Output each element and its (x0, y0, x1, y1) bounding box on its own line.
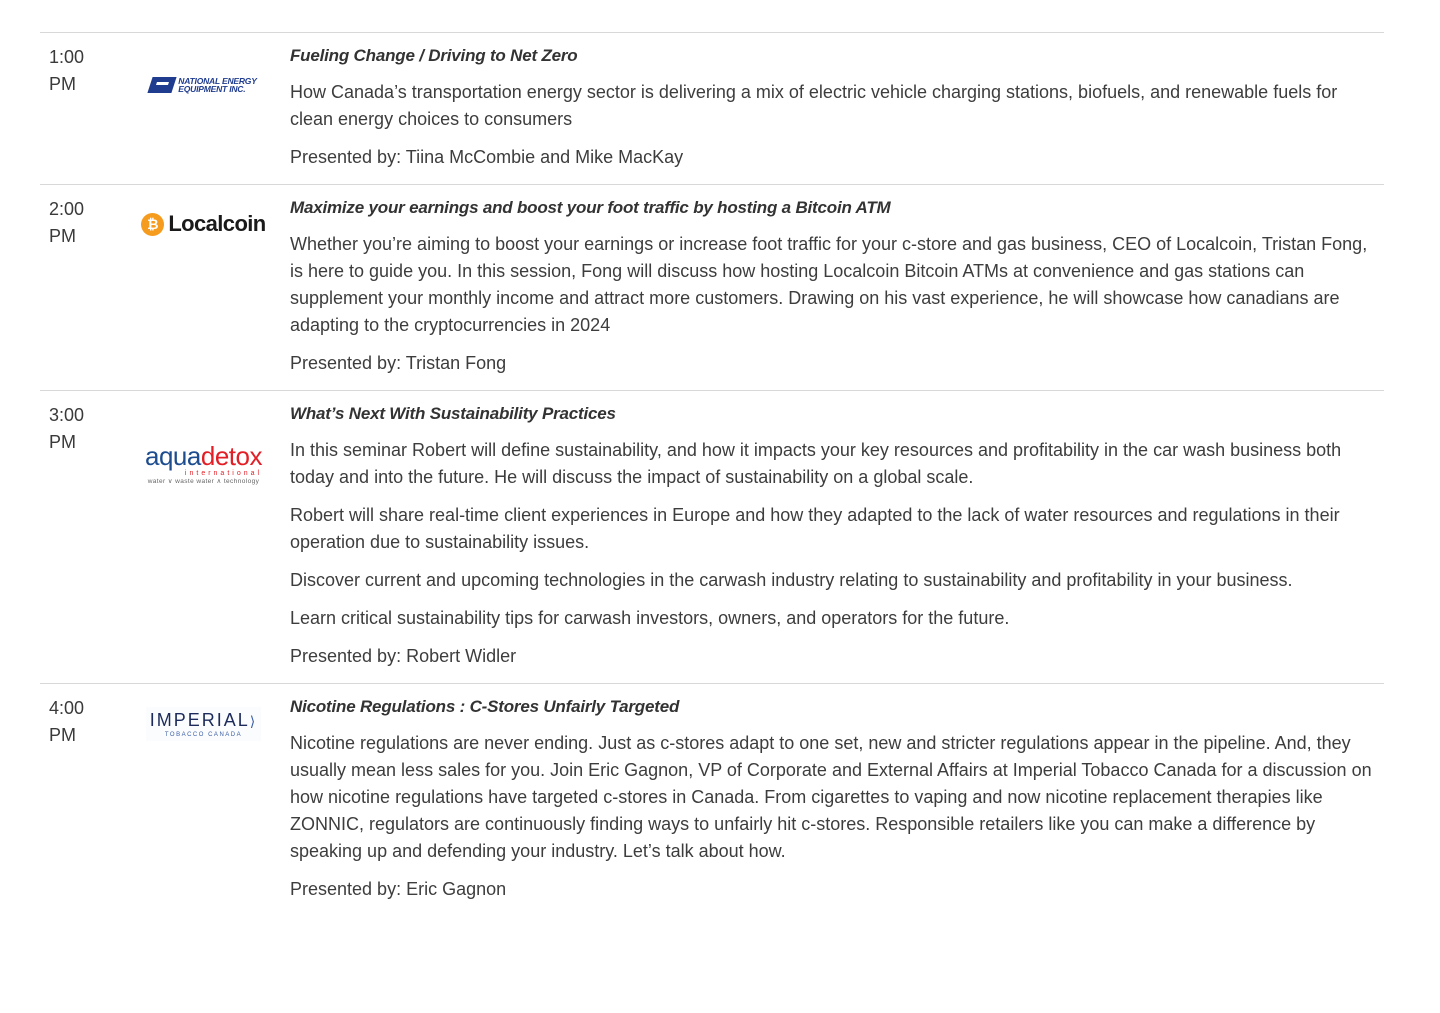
national-energy-equipment-logo (150, 77, 256, 93)
imperial-swoosh-icon: ⟩ (249, 713, 258, 729)
session-row (40, 684, 1384, 916)
session-time-hour: 4:00 (49, 698, 85, 718)
nee-logo-line2: EQUIPMENT INC. (178, 84, 246, 94)
session-presenter: Presented by: Eric Gagnon (290, 879, 507, 899)
session-time (40, 196, 117, 377)
session-description: Nicotine regulations are never ending. Just as c-stores adapt to one set, new and stricter regulations appear in the pipeline. And, they usually mean less sales for you. Join Eric Gagnon, VP of Corporate and External Affairs at Imperial Tobacco Canada for a discussion on how nicotine regulations have targeted c-stores in Canada. From cigarettes to vaping and now nicotine replacement therapies like ZONNIC, regulators are continuously finding ways to unfairly hit c-stores. Responsible retailers like you can make a difference by speaking up and defending your industry. Let’s talk about how. (290, 733, 1372, 861)
aquadetox-logo-tagline: water ∨ waste water ∧ technology (147, 478, 260, 485)
session-description: Robert will share real-time client experiences in Europe and how they adapted to the lack of water resources and regulations in their operation due to sustainability issues. (290, 505, 1340, 552)
session-presenter: Presented by: Tristan Fong (290, 353, 507, 373)
session-time-hour: 3:00 (49, 405, 85, 425)
session-presenter: Presented by: Robert Widler (290, 646, 517, 666)
session-time-hour: 1:00 (49, 47, 85, 67)
session-description: Whether you’re aiming to boost your earnings or increase foot traffic for your c-store and gas business, CEO of Localcoin, Tristan Fong, is here to guide you. In this session, Fong will discuss how hosting Localcoin Bitcoin ATMs at convenience and gas stations can supplement your monthly income and attract more customers. Drawing on his vast experience, he will showcase how canadians are adapting to the cryptocurrencies in 2024 (290, 234, 1368, 335)
session-time (40, 402, 117, 670)
session-time-period: PM (49, 432, 76, 452)
session-description: In this seminar Robert will define sustainability, and how it impacts your key resources and profitability in the car wash business both today and into the future. He will discuss the impact of sustainability on a global scale. (290, 440, 1342, 487)
session-content (290, 196, 1384, 377)
session-description: How Canada’s transportation energy sector is delivering a mix of electric vehicle charging stations, biofuels, and renewable fuels for clean energy choices to consumers (290, 82, 1338, 129)
session-time-period: PM (49, 74, 76, 94)
session-description: Discover current and upcoming technologies in the carwash industry relating to sustainability and profitability in your business. (290, 570, 1293, 590)
session-title: What’s Next With Sustainability Practices (290, 404, 616, 423)
imperial-logo-subtext: TOBACCO CANADA (164, 732, 243, 738)
session-title: Maximize your earnings and boost your foot traffic by hosting a Bitcoin ATM (290, 198, 891, 217)
nee-mark-icon (148, 77, 177, 93)
session-presenter: Presented by: Tiina McCombie and Mike MacKay (290, 147, 684, 167)
localcoin-logo-text: Localcoin (168, 211, 266, 236)
nee-logo-line1: NATIONAL ENERGY (178, 76, 257, 86)
aquadetox-logo-aqua: aqua (145, 441, 201, 471)
session-time-period: PM (49, 725, 76, 745)
sponsor-logo-cell (117, 44, 290, 171)
session-title: Fueling Change / Driving to Net Zero (290, 46, 578, 65)
session-description: Learn critical sustainability tips for carwash investors, owners, and operators for the future. (290, 608, 1010, 628)
session-title: Nicotine Regulations : C-Stores Unfairly Targeted (290, 697, 680, 716)
imperial-logo-text: IMPERIAL (149, 710, 250, 730)
session-row (40, 185, 1384, 391)
session-row (40, 33, 1384, 185)
session-content (290, 44, 1384, 171)
aquadetox-logo-detox: detox (200, 441, 262, 471)
sponsor-logo-cell (117, 196, 290, 377)
session-time-period: PM (49, 226, 76, 246)
session-row (40, 391, 1384, 684)
sponsor-logo-cell (117, 402, 290, 670)
session-time (40, 695, 117, 903)
session-schedule (40, 32, 1384, 916)
session-time-hour: 2:00 (49, 199, 85, 219)
session-time (40, 44, 117, 171)
localcoin-logo (141, 211, 265, 237)
session-content (290, 402, 1384, 670)
sponsor-logo-cell (117, 695, 290, 903)
aquadetox-logo-international: international (184, 470, 263, 477)
bitcoin-coin-icon: ₿ (141, 213, 164, 236)
aquadetox-logo (145, 442, 262, 486)
session-content (290, 695, 1384, 903)
imperial-tobacco-logo (146, 707, 262, 741)
